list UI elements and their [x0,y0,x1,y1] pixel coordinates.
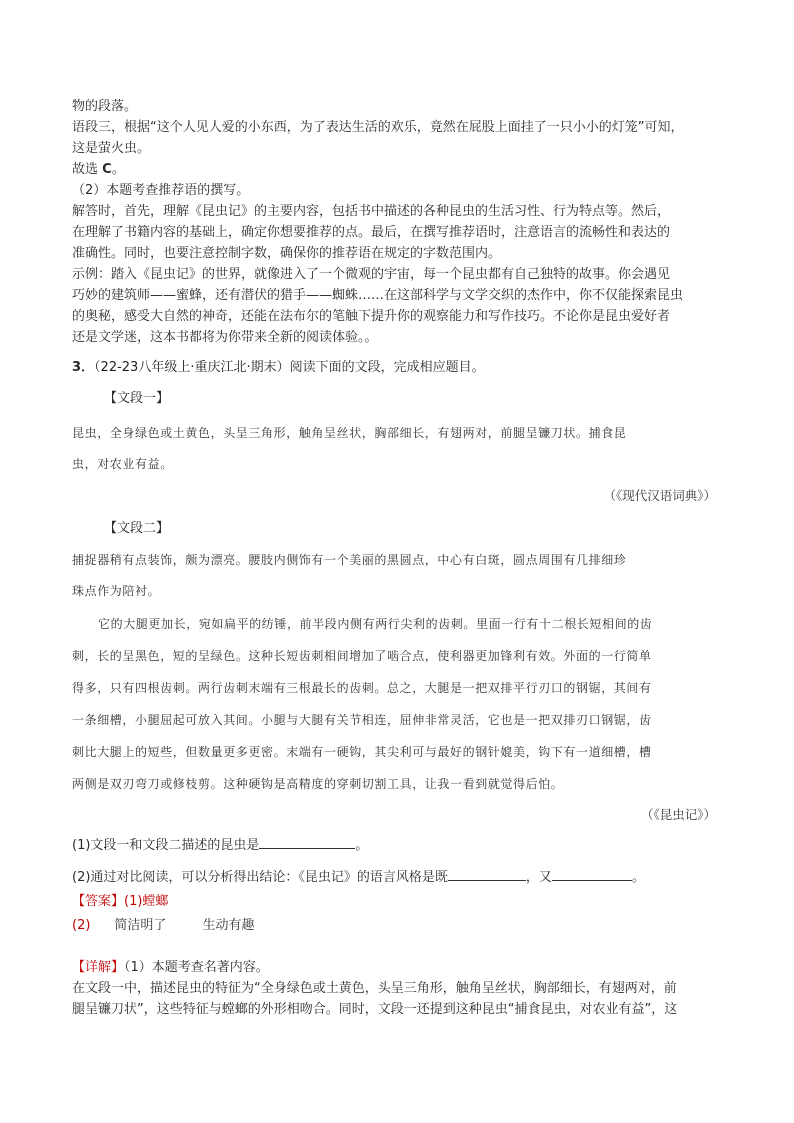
answer-blank[interactable] [552,868,632,881]
passage-1-line: 昆虫，全身绿色或土黄色，头呈三角形，触角呈丝状，胸部细长，有翅两对，前腿呈镰刀状。捕食昆 [72,426,627,440]
part2-line: 的奥秘，感受大自然的神奇，还能在法布尔的笔触下提升你的观察能力和写作技巧。不论你是昆虫爱好者 [72,309,671,324]
answer-blank[interactable] [259,836,355,849]
prev-choice: C [102,162,112,177]
passage-2-line: 捕捉器稍有点装饰，颇为漂亮。腰肢内侧饰有一个美丽的黑圆点，中心有白斑，圆点周围有几排细珍 [72,553,627,567]
question-3 [72,357,728,378]
passage-2-line: 得多，只有四根齿刺。两行齿刺末端有三根最长的齿刺。总之，大腿是一把双排平行刃口的钢锯，其间有 [72,681,652,695]
answer-2-number: (2) [72,918,91,933]
sub-question-2 [72,867,728,888]
answer-2-value-2: 生动有趣 [202,918,255,933]
sub-question-2-text: (2)通过对比阅读，可以分析得出结论：《昆虫记》的语言风格是既 [72,870,448,885]
part2-heading: （2）本题考查推荐语的撰写。 [72,183,250,198]
detail-line: 在文段一中，描述昆虫的特征为“全身绿色或土黄色，头呈三角形，触角呈丝状，胸部细长，有翅两对，前 [72,981,677,996]
prev-choose-prefix: 故选 [72,162,103,177]
part2-line: 在理解了书籍内容的基础上，确定你想要推荐的点。最后，在撰写推荐语时，注意语言的流畅性和表达的 [72,225,671,240]
part2-line: 巧妙的建筑师——蜜蜂，还有潜伏的猎手——蜘蛛……在这部科学与文学交织的杰作中，你不仅能探索昆虫 [72,288,684,303]
passage-1-heading: 【文段一】 [104,391,170,406]
answer-2-value-1: 简洁明了 [114,918,167,933]
passage-2-line: 刺，长的呈黑色，短的呈绿色。这种长短齿刺相间增加了啮合点，使利器更加锋利有效。外面的一行简单 [72,649,652,663]
detail-label: 【详解】 [72,960,125,975]
answer-line-2 [72,915,728,936]
passage-2-line: 一条细槽，小腿屈起可放入其间。小腿与大腿有关节相连，屈伸非常灵活，它也是一把双排刃口钢锯，齿 [72,713,652,727]
passage-2-line: 它的大腿更加长，宛如扁平的纺锤，前半段内侧有两行尖利的齿刺。里面一行有十二根长短相间的齿 [98,617,653,631]
answer-label: 【答案】 [72,894,125,909]
sub-question-1-text: (1)文段一和文段二描述的昆虫是 [72,838,260,853]
detail-heading: （1）本题考查名著内容。 [124,960,269,975]
prev-choose-suffix: 。 [111,162,125,177]
passage-2-line: 珠点作为陪衬。 [72,584,161,598]
prev-line-4 [72,159,728,180]
prev-line-2: 语段三，根据“这个人见人爱的小东西，为了表达生活的欢乐，竟然在屁股上面挂了一只小小的灯笼”可知， [72,120,684,135]
question-source: （22-23八年级上·重庆江北·期末） [94,360,290,375]
prev-line-1: 物的段落。 [72,99,138,114]
part2-line: 解答时，首先，理解《昆虫记》的主要内容，包括书中描述的各种昆虫的生活习性、行为特点等。然后， [72,204,671,219]
question-instruction: 阅读下面的文段，完成相应题目。 [289,360,485,375]
answer-1: (1)螳螂 [124,894,169,909]
answer-line-1 [72,891,728,912]
passage-2-heading: 【文段二】 [104,521,170,536]
answer-blank[interactable] [448,868,526,881]
part2-line: 准确性。同时，也要注意控制字数，确保你的推荐语在规定的字数范围内。 [72,246,502,261]
passage-2-line: 两侧是双刃弯刀或修枝剪。这种硬钩是高精度的穿刺切割工具，让我一看到就觉得后怕。 [72,777,564,791]
passage-2-attribution: （《昆虫记》） [640,807,716,822]
passage-1-line: 虫，对农业有益。 [72,457,173,471]
detail-line: 腿呈镰刀状”，这些特征与螳螂的外形相吻合。同时，文段一还提到这种昆虫“捕食昆虫，对农业有益”，这 [72,1002,678,1017]
part2-line: 还是文学迷，这本书都将为你带来全新的阅读体验。。 [72,330,378,345]
part2-line: 示例：踏入《昆虫记》的世界，就像进入了一个微观的宇宙，每一个昆虫都有自己独特的故事。你会遇见 [72,267,671,282]
passage-1-attribution: （《现代汉语词典》） [603,488,716,503]
detail-heading-line [72,957,728,978]
question-number: 3． [72,360,95,375]
passage-2-line: 刺比大腿上的短些，但数量更多更密。末端有一硬钩，其尖利可与最好的钢针媲美，钩下有一道细槽，槽 [72,745,652,759]
sub-question-1 [72,835,728,856]
sub-question-2-end: 。 [631,870,645,885]
sub-question-2-mid: ，又 [525,870,552,885]
sub-question-1-end: 。 [355,838,369,853]
prev-line-3: 这是萤火虫。 [72,141,151,156]
